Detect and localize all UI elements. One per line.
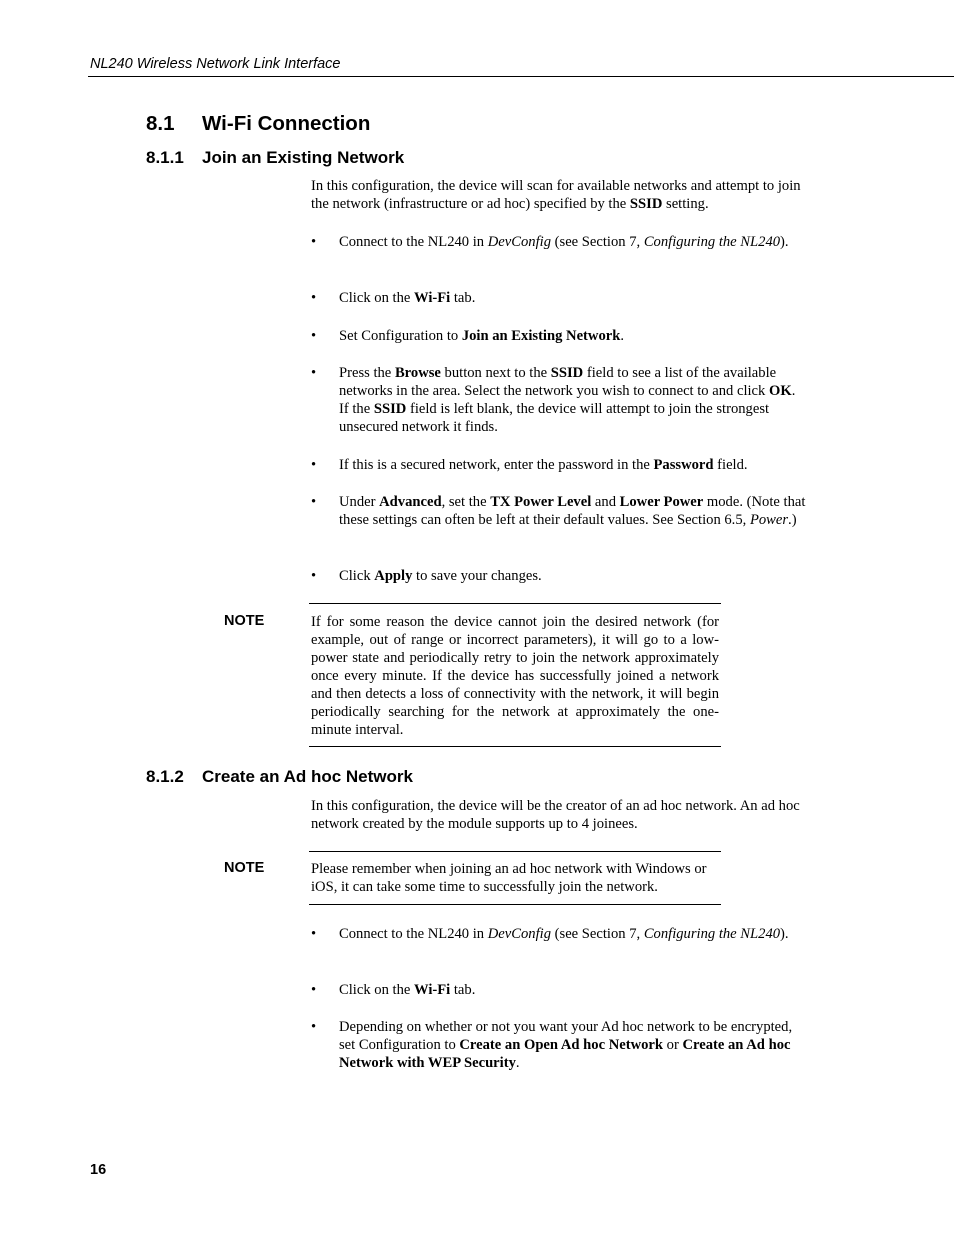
note-top-rule <box>309 603 721 604</box>
section-number: 8.1 <box>146 112 175 135</box>
subsection-title: Create an Ad hoc Network <box>202 767 413 786</box>
section-heading <box>146 112 370 136</box>
list-item: • Click Apply to save your changes. <box>311 568 542 584</box>
subsection-number: 8.1.1 <box>146 148 184 167</box>
list-item: • Connect to the NL240 in DevConfig (see Section 7, Configuring the NL240). <box>311 234 789 250</box>
bullet-icon: • <box>311 982 317 998</box>
list-item: • Connect to the NL240 in DevConfig (see Section 7, Configuring the NL240). <box>311 926 789 942</box>
bullet-icon: • <box>311 290 317 306</box>
running-header: NL240 Wireless Network Link Interface <box>90 56 341 72</box>
subsection-number: 8.1.2 <box>146 767 184 786</box>
note-bottom-rule <box>309 904 721 905</box>
note-text: If for some reason the device cannot join the desired network (for example, out of range or incorrect parameters), it will go to a low-power state and periodically retry to join the network approximately once every minute. If the device has successfully joined a network and then detects a loss of connectivity with the network, it will begin periodically searching for the network at approximately the one-minute interval. <box>311 614 719 738</box>
bullet-icon: • <box>311 457 317 473</box>
intro-paragraph-join: In this configuration, the device will scan for available networks and attempt to join the network (infrastructure or ad hoc) specified by the SSID setting. <box>311 178 801 212</box>
list-item: • Click on the Wi-Fi tab. <box>311 982 476 998</box>
list-item: • Depending on whether or not you want your Ad hoc network to be encrypted, set Configuration to Create an Open Ad hoc Network or Create an Ad hoc Network with WEP Security. <box>311 1019 793 1071</box>
bullet-icon: • <box>311 1019 317 1035</box>
bullet-icon: • <box>311 234 317 250</box>
note-label: NOTE <box>224 860 265 876</box>
header-rule <box>88 76 954 77</box>
subsection-heading-adhoc <box>146 767 413 787</box>
list-item: • Under Advanced, set the TX Power Level and Lower Power mode. (Note that these settings can often be left at their default values. See Section 6.5, Power.) <box>311 494 806 528</box>
list-item: • If this is a secured network, enter the password in the Password field. <box>311 457 748 473</box>
bullet-icon: • <box>311 568 317 584</box>
note-bottom-rule <box>309 746 721 747</box>
note-text: Please remember when joining an ad hoc network with Windows or iOS, it can take some time to successfully join the network. <box>311 861 707 895</box>
bullet-icon: • <box>311 328 317 344</box>
list-item: • Press the Browse button next to the SSID field to see a list of the available networks in the area. Select the network you wish to connect to and click OK. If the SSID field is left blank, the device will attempt to join the strongest unsecured network it finds. <box>311 365 796 435</box>
subsection-title: Join an Existing Network <box>202 148 405 167</box>
note-label: NOTE <box>224 613 265 629</box>
note-top-rule <box>309 851 721 852</box>
bullet-icon: • <box>311 926 317 942</box>
intro-paragraph-adhoc: In this configuration, the device will be the creator of an ad hoc network. An ad hoc network created by the module supports up to 4 joinees. <box>311 798 800 832</box>
bullet-icon: • <box>311 365 317 381</box>
section-title: Wi-Fi Connection <box>202 112 371 135</box>
page-number: 16 <box>90 1162 107 1178</box>
subsection-heading-join <box>146 148 404 168</box>
bullet-icon: • <box>311 494 317 510</box>
list-item: • Set Configuration to Join an Existing Network. <box>311 328 625 344</box>
list-item: • Click on the Wi-Fi tab. <box>311 290 476 306</box>
